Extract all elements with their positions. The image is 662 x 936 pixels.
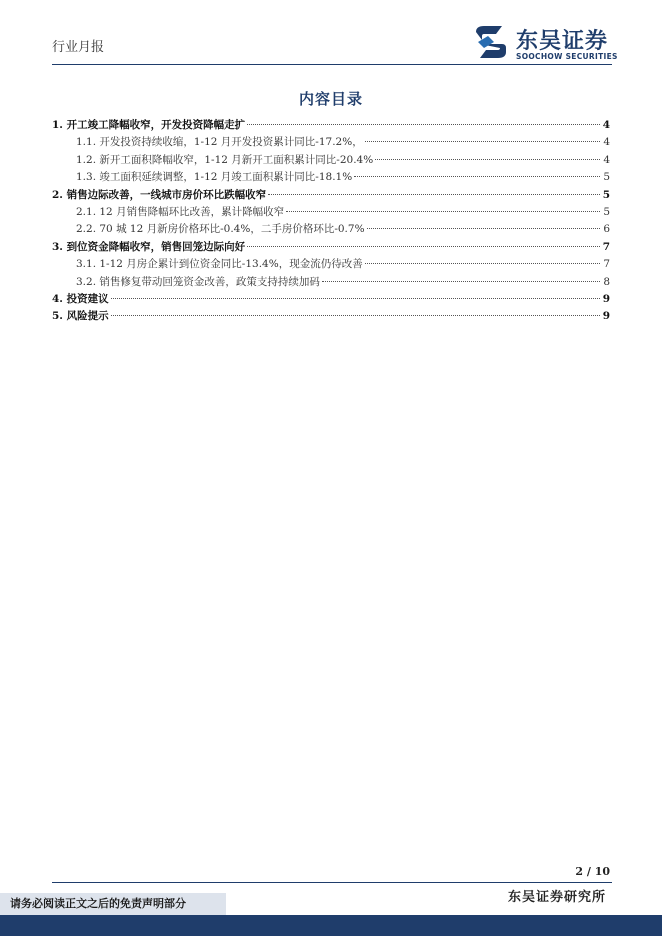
- toc-entry-page: 5: [603, 171, 610, 184]
- toc-dot-leader: [365, 251, 600, 264]
- toc-entry-page: 9: [602, 310, 610, 323]
- toc-dot-leader: [375, 147, 600, 160]
- toc-dot-leader: [247, 112, 600, 125]
- brand-logo: [472, 24, 622, 64]
- logo-english-name: SOOCHOW SECURITIES: [516, 52, 618, 61]
- toc-entry-text: 1. 开工竣工降幅收窄，开发投资降幅走扩: [52, 119, 246, 131]
- toc-dot-leader: [111, 303, 600, 316]
- toc-entry-page: 5: [603, 205, 610, 218]
- toc-entry-text: 4. 投资建议: [52, 292, 109, 305]
- toc-entry-text: 3. 到位资金降幅收窄，销售回笼边际向好: [52, 240, 246, 253]
- soochow-logo-icon: [472, 24, 510, 60]
- toc-entry-text: 1.1. 开发投资持续收缩，1-12 月开发投资累计同比-17.2%，: [76, 136, 363, 149]
- footer-organization: 东吴证券研究所: [507, 890, 606, 905]
- toc-entry-text: 5. 风险提示: [52, 310, 109, 323]
- toc-entry-page: 8: [603, 275, 610, 288]
- header-divider: [52, 64, 612, 65]
- toc-dot-leader: [247, 234, 600, 247]
- toc-entry-page: 9: [602, 292, 610, 305]
- toc-entry-text: 2.1. 12 月销售降幅环比改善，累计降幅收窄: [76, 205, 285, 218]
- toc-dot-leader: [286, 199, 600, 212]
- toc-dot-leader: [367, 216, 600, 229]
- logo-chinese-name: 东吴证券: [516, 29, 609, 54]
- toc-entry[interactable]: [52, 306, 610, 323]
- toc-entry-page: 7: [603, 258, 610, 271]
- toc-dot-leader: [354, 164, 600, 177]
- table-of-contents: [52, 115, 610, 324]
- toc-entry-page: 5: [602, 188, 610, 201]
- footer-bar: [0, 915, 662, 936]
- toc-entry-text: 3.2. 销售修复带动回笼资金改善，政策支持持续加码: [76, 275, 320, 288]
- toc-entry-text: 1.2. 新开工面积降幅收窄，1-12 月新开工面积累计同比-20.4%: [76, 153, 374, 166]
- report-type-label: 行业月报: [52, 40, 105, 55]
- toc-entry-text: 2. 销售边际改善，一线城市房价环比跌幅收窄: [52, 188, 267, 201]
- toc-entry-page: 4: [602, 119, 610, 131]
- page-number: 2 / 10: [575, 865, 610, 878]
- toc-dot-leader: [322, 269, 600, 282]
- toc-dot-leader: [365, 129, 600, 142]
- toc-entry-text: 2.2. 70 城 12 月新房价格环比-0.4%，二手房价格环比-0.7%: [76, 223, 365, 236]
- toc-entry-text: 3.1. 1-12 月房企累计到位资金同比-13.4%，现金流仍待改善: [76, 258, 363, 271]
- disclaimer-notice: 请务必阅读正文之后的免责声明部分: [0, 893, 226, 915]
- toc-entry-page: 4: [603, 153, 610, 166]
- toc-entry-page: 7: [602, 240, 610, 253]
- toc-entry-page: 4: [603, 136, 610, 149]
- toc-title: 内容目录: [298, 90, 363, 108]
- toc-entry-text: 1.3. 竣工面积延续调整，1-12 月竣工面积累计同比-18.1%: [76, 171, 353, 184]
- toc-dot-leader: [268, 182, 600, 195]
- toc-entry-page: 6: [603, 223, 610, 236]
- toc-dot-leader: [111, 286, 600, 299]
- footer-divider: [52, 882, 612, 883]
